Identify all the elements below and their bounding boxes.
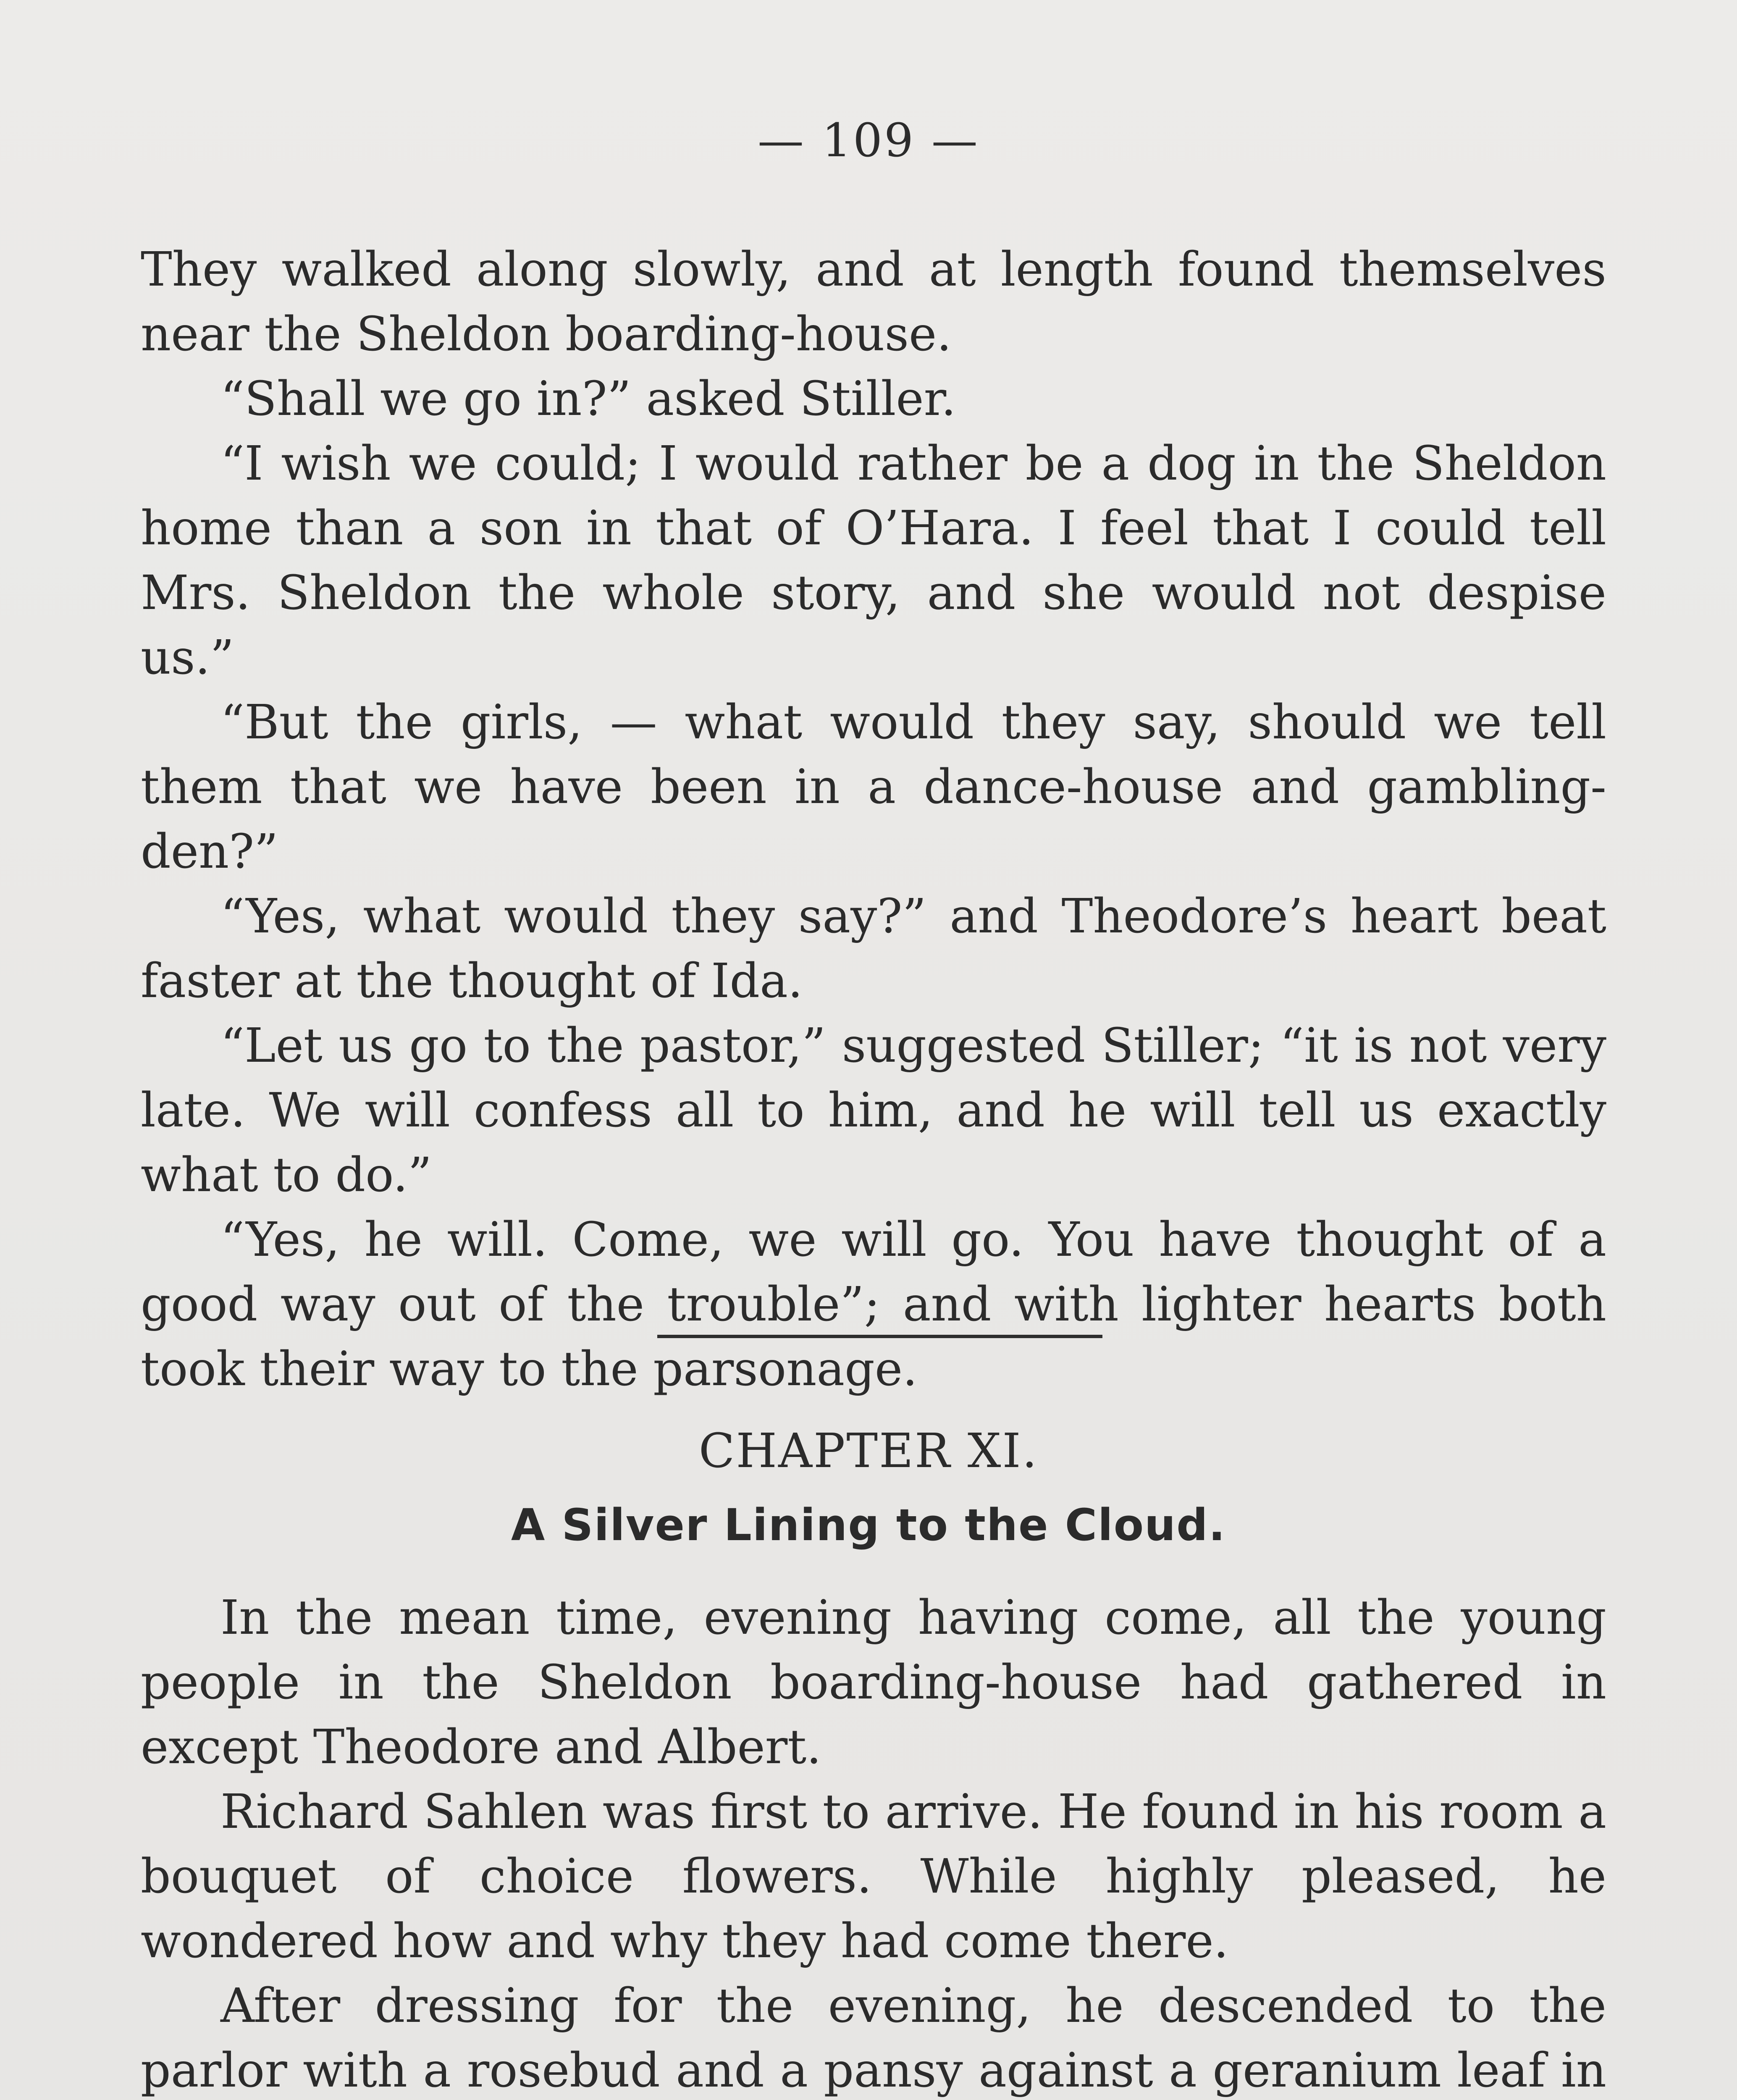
paragraph: After dressing for the evening, he descended to the parlor with a rosebud and a pansy against a geranium leaf in (141, 1979, 1606, 2098)
paragraph: In the mean time, evening having come, all the young people in the Sheldon boarding-house had gathered in except Theodore and Albert. (141, 1591, 1606, 1774)
chapter-heading: CHAPTER XI. (698, 1424, 1039, 1478)
paragraph: “Let us go to the pastor,” suggested Stiller; “it is not very late. We will confess all to him, and he will tell us exactly what to do.” (141, 1018, 1606, 1202)
bottom-text-block (141, 1586, 1606, 2100)
paragraph: “Yes, he will. Come, we will go. You have thought of a good way out of the trouble”; and with lighter hearts both took their way to the parsonage. (141, 1213, 1606, 1396)
paragraph: “Yes, what would they say?” and Theodore’s heart beat faster at the thought of Ida. (141, 889, 1606, 1008)
paragraph: “But the girls, — what would they say, should we tell them that we have been in a dance-house and gambling-den?” (141, 695, 1606, 879)
section-divider (657, 1335, 1102, 1338)
paragraph: They walked along slowly, and at length found themselves near the Sheldon boarding-house. (141, 242, 1606, 362)
paragraph: “Shall we go in?” asked Stiller. (220, 372, 956, 426)
paragraph: “I wish we could; I would rather be a dog in the Sheldon home than a son in that of O’Hara. I feel that I could tell Mrs. Sheldon the whole story, and she would not despise us.” (141, 436, 1606, 685)
page-number: — 109 — (758, 113, 979, 167)
top-text-block (141, 237, 1606, 1402)
chapter-title: A Silver Lining to the Cloud. (511, 1499, 1226, 1551)
paragraph: Richard Sahlen was first to arrive. He found in his room a bouquet of choice flowers. While highly pleased, he wondered how and why they had come there. (141, 1785, 1606, 1969)
